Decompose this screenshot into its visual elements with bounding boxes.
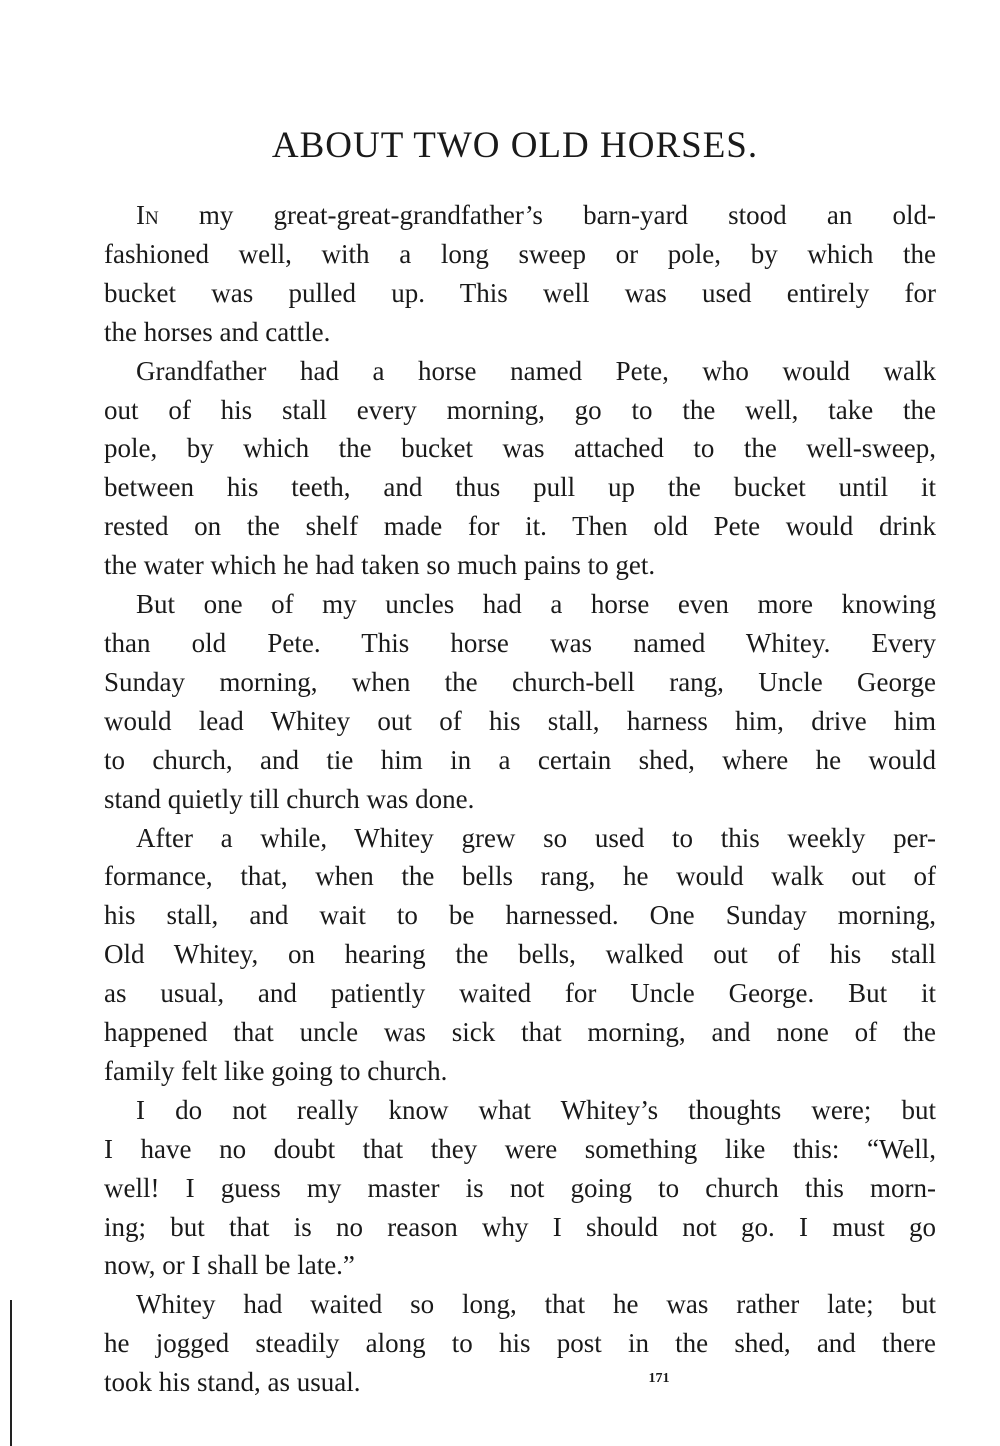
- paragraph-2: [104, 352, 936, 585]
- text-line: would lead Whitey out of his stall, harness him, drive him: [104, 705, 936, 736]
- binding-edge-line: [10, 1300, 12, 1446]
- text-line: I have no doubt that they were something like this: “Well,: [104, 1133, 936, 1164]
- text-line: ing; but that is no reason why I should not go. I must go: [104, 1211, 936, 1242]
- text-line: formance, that, when the bells rang, he would walk out of: [104, 861, 936, 892]
- text-line: his stall, and wait to be harnessed. One Sunday morning,: [104, 900, 936, 931]
- text-line: now, or I shall be late.”: [104, 1250, 355, 1281]
- text-line: as usual, and patiently waited for Uncle George. But it: [104, 978, 936, 1009]
- text-line: between his teeth, and thus pull up the bucket until it: [104, 472, 936, 503]
- drop-word: In: [136, 200, 159, 230]
- paragraph-1: [104, 196, 936, 352]
- text-line: [104, 196, 936, 235]
- text-line: pole, by which the bucket was attached to the well-sweep,: [104, 433, 936, 464]
- text-line: he jogged steadily along to his post in the shed, and there: [104, 1328, 936, 1359]
- paragraph-3: [104, 585, 936, 818]
- page-number: 171: [648, 1371, 670, 1386]
- text-line: But one of my uncles had a horse even more knowing: [136, 589, 936, 620]
- text-line: stand quietly till church was done.: [104, 783, 475, 814]
- text-line: the horses and cattle.: [104, 316, 331, 347]
- text-line: rested on the shelf made for it. Then old Pete would drink: [104, 511, 936, 542]
- text-line: family felt like going to church.: [104, 1055, 448, 1086]
- body-text: [104, 196, 936, 1402]
- text-line: out of his stall every morning, go to the well, take the: [104, 394, 936, 425]
- paragraph-5: [104, 1091, 936, 1286]
- text-line: Old Whitey, on hearing the bells, walked out of his stall: [104, 939, 936, 970]
- text-line: bucket was pulled up. This well was used entirely for: [104, 277, 936, 308]
- text-line: well! I guess my master is not going to church this morn-: [104, 1172, 936, 1203]
- text-line-content: my great-great-grandfather’s barn-yard stood an old-: [198, 200, 936, 230]
- chapter-title: ABOUT TWO OLD HORSES.: [271, 125, 759, 166]
- paragraph-4: [104, 819, 936, 1091]
- text-line: Grandfather had a horse named Pete, who would walk: [136, 355, 936, 386]
- text-line: Sunday morning, when the church-bell rang, Uncle George: [104, 666, 936, 697]
- text-line: After a while, Whitey grew so used to this weekly per-: [136, 822, 936, 853]
- text-line: than old Pete. This horse was named Whitey. Every: [104, 627, 936, 658]
- text-line: fashioned well, with a long sweep or pole, by which the: [104, 238, 936, 269]
- text-line: Whitey had waited so long, that he was rather late; but: [136, 1289, 936, 1320]
- text-line: to church, and tie him in a certain shed, where he would: [104, 744, 936, 775]
- text-line: I do not really know what Whitey’s thoughts were; but: [136, 1094, 936, 1125]
- text-line: the water which he had taken so much pains to get.: [104, 550, 656, 581]
- text-line: happened that uncle was sick that morning, and none of the: [104, 1017, 936, 1048]
- text-line: took his stand, as usual.: [104, 1367, 361, 1398]
